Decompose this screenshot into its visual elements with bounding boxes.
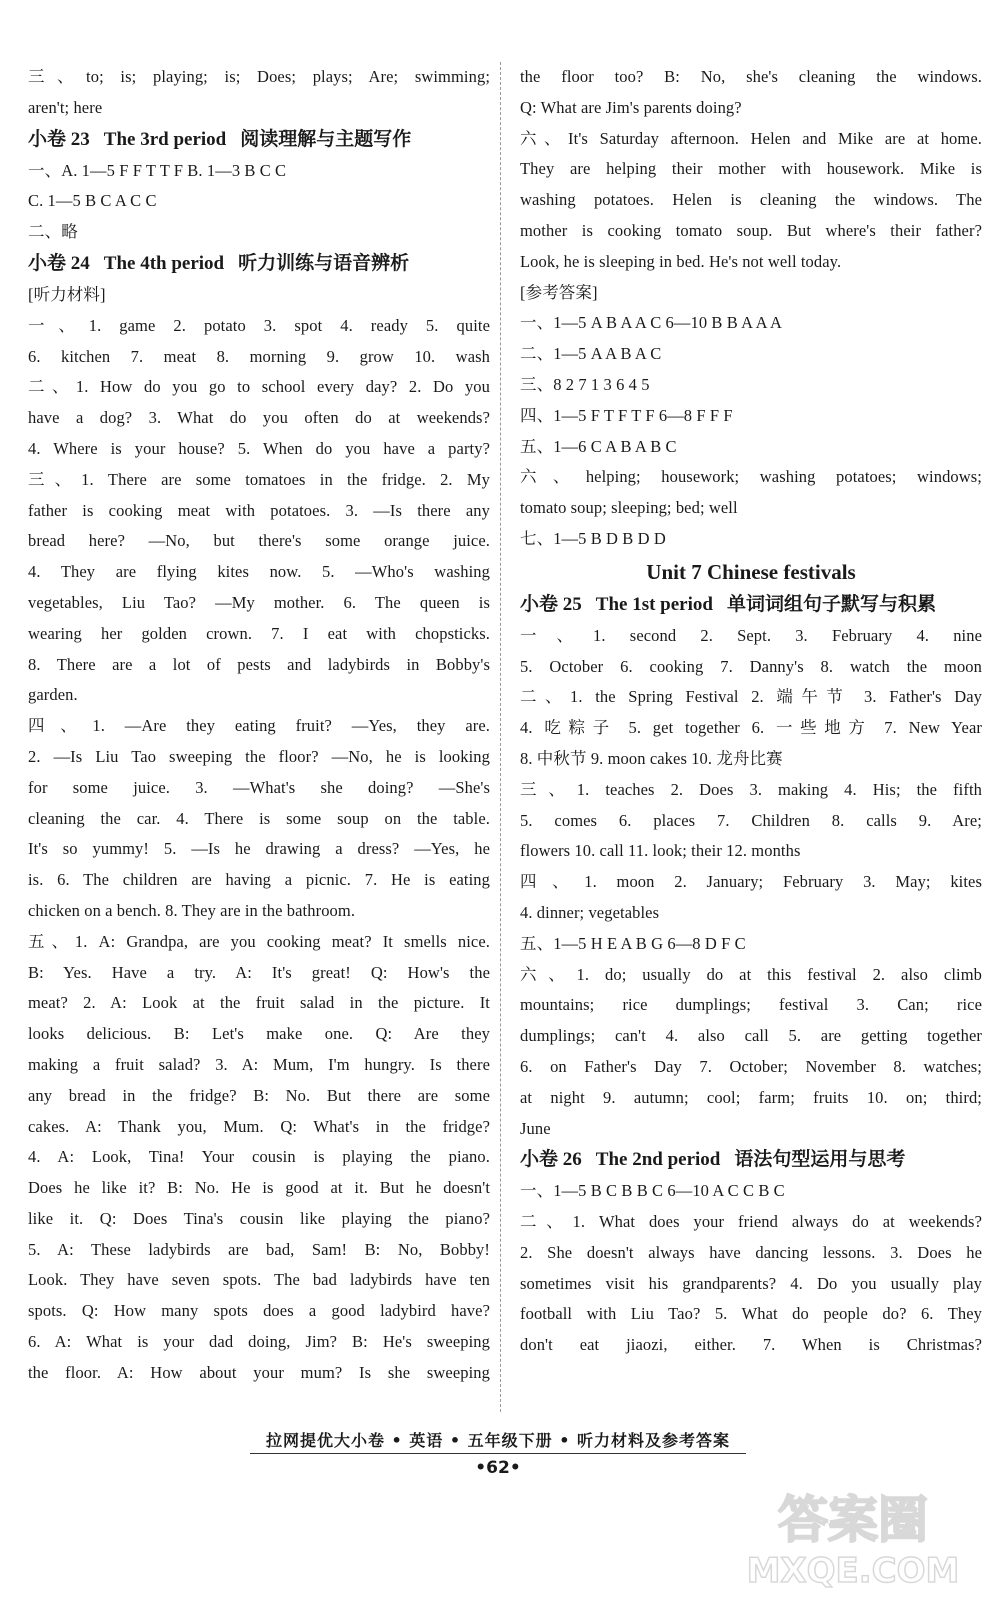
heading-topic: 单词词组句子默写与积累 — [726, 593, 936, 615]
text-line: wearing her golden crown. 7. I eat with chopsticks. — [28, 623, 490, 643]
page-number: •62• — [475, 1458, 521, 1478]
text-line: Q: What are Jim's parents doing? — [520, 97, 742, 117]
text-line: dumplings; can't 4. also call 5. are getting together — [520, 1026, 982, 1046]
heading-number: 小卷 25 — [520, 593, 582, 615]
watermark-cn: 答案圈 — [778, 1491, 928, 1549]
text-line: 一、1—5 A B A A C 6—10 B B A A A — [520, 313, 783, 333]
text-line: 4. A: Look, Tina! Your cousin is playing the piano. — [28, 1147, 490, 1167]
text-line: 二、略 — [28, 222, 78, 242]
text-line: 五、1—5 H E A B G 6—8 D F C — [520, 933, 746, 953]
text-line: 一、1—5 B C B B C 6—10 A C C B C — [520, 1181, 785, 1201]
section-heading — [28, 248, 490, 280]
section-heading — [28, 124, 490, 156]
text-line: flowers 10. call 11. look; their 12. months — [520, 841, 801, 861]
heading-topic: 阅读理解与主题写作 — [240, 128, 412, 150]
text-line: making a fruit salad? 3. A: Mum, I'm hungry. Is there — [28, 1054, 490, 1074]
heading-period: The 3rd period — [103, 128, 227, 150]
text-line: 5. October 6. cooking 7. Danny's 8. watch the moon — [520, 656, 982, 676]
text-line: 二、1. How do you go to school every day? 2. Do you — [28, 377, 490, 397]
text-line: 6. kitchen 7. meat 8. morning 9. grow 10. wash — [28, 346, 490, 366]
right-column — [520, 62, 982, 1361]
text-line: 一、A. 1—5 F F T T F B. 1—3 B C C — [28, 160, 287, 180]
text-line: 三、8 2 7 1 3 6 4 5 — [520, 374, 650, 394]
heading-period: The 4th period — [103, 252, 225, 274]
text-line: 三、1. teaches 2. Does 3. making 4. His; the fifth — [520, 779, 982, 799]
text-line: [听力材料] — [28, 284, 106, 304]
text-line: any bread in the fridge? B: No. But there are some — [28, 1085, 490, 1105]
text-line: spots. Q: How many spots does a good ladybird have? — [28, 1301, 490, 1321]
text-line: 6. on Father's Day 7. October; November 8. watches; — [520, 1056, 982, 1076]
heading-topic: 语法句型运用与思考 — [734, 1149, 906, 1171]
text-line: 六、helping; housework; washing potatoes; windows; — [520, 467, 982, 487]
heading-topic: 听力训练与语音辨析 — [238, 252, 410, 274]
text-line: 4. dinner; vegetables — [520, 902, 660, 922]
text-line: football with Liu Tao? 5. What do people do? 6. They — [520, 1304, 982, 1324]
text-line: 4. Where is your house? 5. When do you have a party? — [28, 438, 490, 458]
text-line: 2. She doesn't always have dancing lessons. 3. Does he — [520, 1242, 982, 1262]
text-line: 二、1—5 A A B A C — [520, 344, 662, 364]
text-line: 六、1. do; usually do at this festival 2. also climb — [520, 964, 982, 984]
heading-period: The 1st period — [595, 593, 713, 615]
page-footer — [0, 1428, 996, 1478]
text-line: tomato soup; sleeping; bed; well — [520, 498, 738, 518]
footer-title: 拉网提优大小卷 • 英语 • 五年级下册 • 听力材料及参考答案 — [250, 1428, 746, 1454]
text-line: the floor. A: How about your mum? Is she sweeping — [28, 1362, 490, 1382]
text-line: mountains; rice dumplings; festival 3. Can; rice — [520, 995, 982, 1015]
text-line: 七、1—5 B D B D D — [520, 528, 666, 548]
text-line: 二、1. What does your friend always do at weekends? — [520, 1212, 982, 1232]
text-line: Look. They have seven spots. The bad ladybirds have ten — [28, 1270, 490, 1290]
text-line: 四、1—5 F T F T F 6—8 F F F — [520, 405, 733, 425]
text-line: cleaning the car. 4. There is some soup on the table. — [28, 808, 490, 828]
heading-period: The 2nd period — [595, 1149, 721, 1171]
text-line: 4. 吃粽子 5. get together 6. 一些地方 7. New Year — [520, 718, 982, 738]
text-line: 三、1. There are some tomatoes in the fridge. 2. My — [28, 469, 490, 489]
text-line: 三、to; is; playing; is; Does; plays; Are; swimming; — [28, 67, 490, 86]
text-line: 8. There are a lot of pests and ladybirds in Bobby's — [28, 654, 490, 674]
text-line: have a dog? 3. What do you often do at weekends? — [28, 408, 490, 428]
text-line: 四、1. moon 2. January; February 3. May; kites — [520, 872, 982, 892]
text-line: C. 1—5 B C A C C — [28, 191, 157, 211]
text-line: cakes. A: Thank you, Mum. Q: What's in the fridge? — [28, 1116, 490, 1136]
text-line: 4. They are flying kites now. 5. —Who's washing — [28, 562, 490, 582]
watermark-url: MXQE.COM — [746, 1551, 960, 1591]
text-line: at night 9. autumn; cool; farm; fruits 10. on; third; — [520, 1087, 982, 1107]
text-line: June — [520, 1118, 551, 1138]
text-line: chicken on a bench. 8. They are in the bathroom. — [28, 900, 356, 920]
text-line: washing potatoes. Helen is cleaning the windows. The — [520, 190, 982, 210]
section-heading — [520, 1144, 982, 1176]
heading-number: 小卷 24 — [28, 252, 90, 274]
unit-title: Unit 7 Chinese festivals — [646, 559, 856, 584]
text-line: the floor too? B: No, she's cleaning the windows. — [520, 67, 982, 86]
text-line: like it. Q: Does Tina's cousin like playing the piano? — [28, 1208, 490, 1228]
text-line: 一、1. game 2. potato 3. spot 4. ready 5. quite — [28, 315, 490, 335]
text-line: 六、It's Saturday afternoon. Helen and Mike are at home. — [520, 128, 982, 148]
text-line: 5. comes 6. places 7. Children 8. calls 9. Are; — [520, 810, 982, 830]
text-line: 8. 中秋节 9. moon cakes 10. 龙舟比赛 — [520, 748, 783, 768]
text-line: for some juice. 3. —What's she doing? —She's — [28, 777, 490, 797]
text-line: aren't; here — [28, 97, 103, 117]
text-line: looks delicious. B: Let's make one. Q: Are they — [28, 1024, 490, 1044]
text-line: sometimes visit his grandparents? 4. Do you usually play — [520, 1273, 982, 1293]
text-line: 一、1. second 2. Sept. 3. February 4. nine — [520, 625, 982, 645]
text-line: bread here? —No, but there's some orange juice. — [28, 531, 490, 551]
text-line: It's so yummy! 5. —Is he drawing a dress? —Yes, he — [28, 839, 490, 859]
text-line: 五、1—6 C A B A B C — [520, 436, 677, 456]
text-line: 二、1. the Spring Festival 2. 端午节 3. Father's Day — [520, 687, 982, 707]
left-column — [28, 62, 490, 1389]
text-line: father is cooking meat with potatoes. 3. —Is there any — [28, 500, 490, 520]
heading-number: 小卷 23 — [28, 128, 90, 150]
text-line: 5. A: These ladybirds are bad, Sam! B: No, Bobby! — [28, 1239, 490, 1259]
text-line: 6. A: What is your dad doing, Jim? B: He's sweeping — [28, 1332, 490, 1352]
text-line: meat? 2. A: Look at the fruit salad in the picture. It — [28, 993, 490, 1013]
text-line: vegetables, Liu Tao? —My mother. 6. The queen is — [28, 592, 490, 612]
text-line: They are helping their mother with housework. Mike is — [520, 159, 982, 179]
text-line: 四、1. —Are they eating fruit? —Yes, they are. — [28, 716, 490, 736]
text-line: [参考答案] — [520, 282, 598, 302]
text-line: is. 6. The children are having a picnic. 7. He is eating — [28, 870, 490, 890]
watermark-logo — [728, 1482, 978, 1592]
text-line: B: Yes. Have a try. A: It's great! Q: How's the — [28, 962, 490, 982]
text-line: Look, he is sleeping in bed. He's not well today. — [520, 251, 842, 271]
text-line: 五、1. A: Grandpa, are you cooking meat? It smells nice. — [28, 931, 490, 951]
text-line: 2. —Is Liu Tao sweeping the floor? —No, he is looking — [28, 746, 490, 766]
section-heading — [520, 589, 982, 621]
text-line: Does he like it? B: No. He is good at it. But he doesn't — [28, 1178, 490, 1198]
text-line: mother is cooking tomato soup. But where's their father? — [520, 220, 982, 240]
text-line: don't eat jiaozi, either. 7. When is Christmas? — [520, 1335, 982, 1355]
column-divider — [500, 62, 501, 1412]
heading-number: 小卷 26 — [520, 1149, 582, 1171]
text-line: garden. — [28, 685, 78, 705]
